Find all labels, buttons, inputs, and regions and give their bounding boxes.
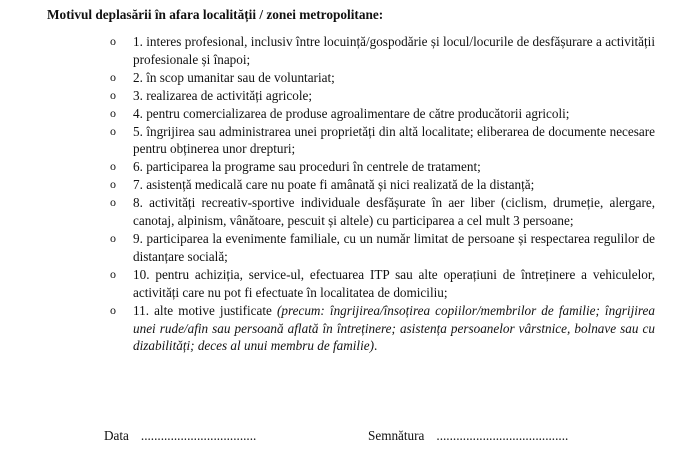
reason-text: 7. asistență medicală care nu poate fi amânată și nici realizată de la distanță; — [133, 177, 535, 193]
bullet-circle-icon: o — [110, 69, 116, 84]
reason-tail: . — [374, 338, 378, 354]
reason-text: 4. pentru comercializarea de produse agroalimentare de către producătorii agricoli; — [133, 105, 570, 121]
reason-item — [110, 123, 655, 159]
bullet-circle-icon: o — [110, 177, 116, 192]
bullet-circle-icon: o — [110, 302, 116, 317]
reason-item — [110, 105, 655, 123]
section-heading: Motivul deplasării în afara localității / zonei metropolitane: — [47, 7, 384, 22]
reason-item — [110, 266, 655, 302]
date-field — [104, 428, 256, 444]
reason-item — [110, 87, 655, 105]
reason-item — [110, 33, 655, 69]
reason-text: 9. participarea la evenimente familiale, cu un număr limitat de persoane și respectarea regulilor de distanțare socială; — [133, 230, 655, 264]
travel-reasons-list — [110, 33, 655, 355]
bullet-circle-icon: o — [110, 34, 116, 48]
reason-item — [110, 230, 655, 266]
reason-item — [110, 302, 655, 356]
signature-label: Semnătura — [368, 428, 425, 443]
reason-text: 1. interes profesional, inclusiv între locuință/gospodărie și locul/locurile de desfășurare a activității profesionale și înapoi; — [133, 34, 655, 67]
reason-text: 3. realizarea de activități agricole; — [133, 87, 313, 103]
signature-field — [368, 428, 568, 444]
reason-item — [110, 158, 655, 176]
bullet-circle-icon: o — [110, 195, 116, 210]
date-label: Data — [104, 428, 129, 443]
bullet-circle-icon: o — [110, 159, 116, 174]
bullet-circle-icon: o — [110, 123, 116, 138]
reason-text: 2. în scop umanitar sau de voluntariat; — [133, 69, 335, 85]
reason-text: 10. pentru achiziția, service-ul, efectuarea ITP sau alte operațiuni de întreținere a vehiculelor, activități care nu pot fi efectuate în localitatea de domiciliu; — [133, 266, 655, 300]
reason-text: 11. alte motive justificate — [133, 302, 277, 318]
reason-item — [110, 194, 655, 230]
signature-blank: ........................................ — [436, 428, 569, 443]
bullet-circle-icon: o — [110, 230, 116, 245]
reason-text: 8. activități recreativ-sportive individuale desfășurate în aer liber (ciclism, drumeție, alergare, canotaj, alpinism, vânătoare, pescuit și altele) cu participarea a cel mult 3 persoane; — [133, 195, 655, 229]
reason-item — [110, 69, 655, 87]
bullet-circle-icon: o — [110, 105, 116, 120]
reason-text: 6. participarea la programe sau proceduri în centrele de tratament; — [133, 159, 481, 175]
reason-text: 5. îngrijirea sau administrarea unei proprietăți din altă localitate; eliberarea de documente necesare pentru obținerea unor drepturi; — [133, 123, 655, 157]
reason-item — [110, 176, 655, 194]
bullet-circle-icon: o — [110, 87, 116, 102]
bullet-circle-icon: o — [110, 266, 116, 281]
reason-examples: (precum: îngrijirea/însoțirea copiilor/membrilor de familie; îngrijirea unei rude/afin sau persoană aflată în întreținere; asistența persoanelor vârstnice, bolnave sau cu dizabilități; deces al unui membru de familie) — [133, 302, 655, 354]
date-blank: ................................... — [140, 428, 257, 443]
